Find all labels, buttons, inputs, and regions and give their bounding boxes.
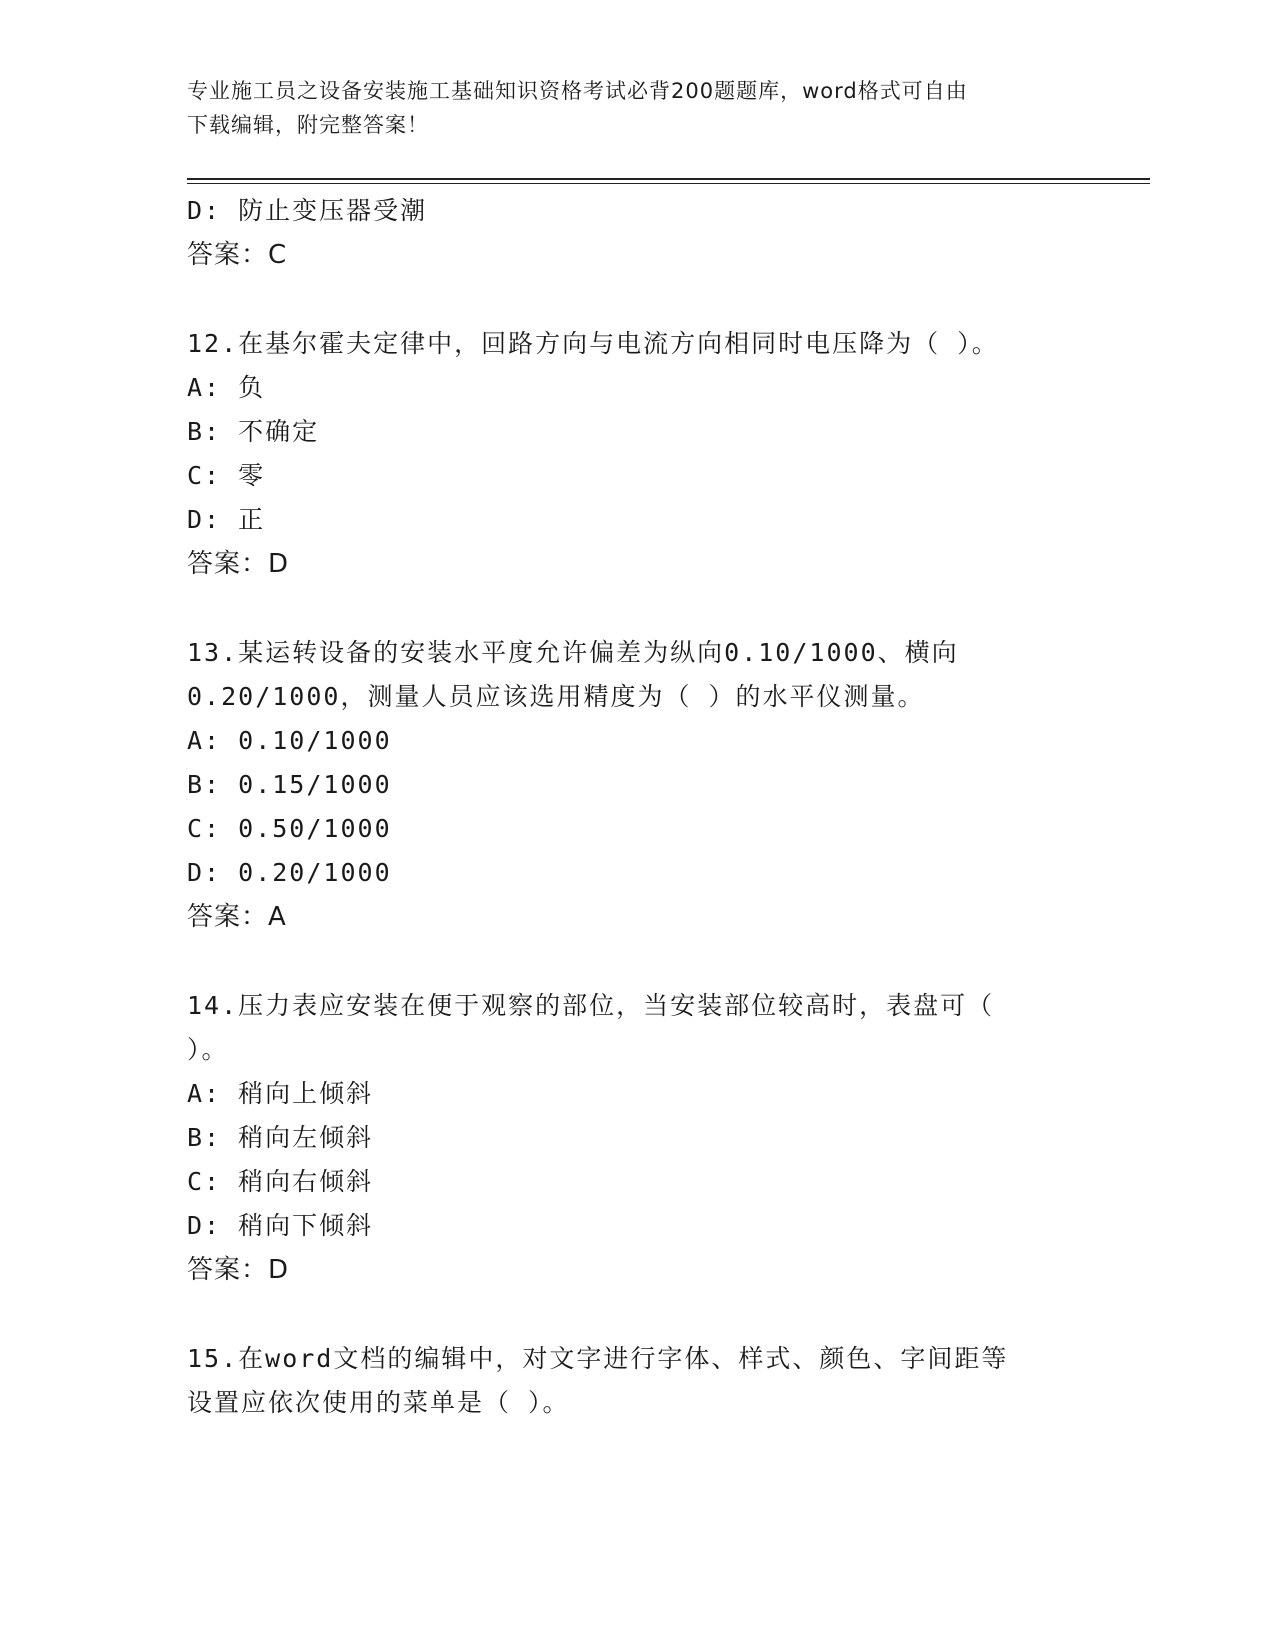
q12-option-a: A: 负	[187, 373, 266, 402]
q12-option-b: B: 不确定	[187, 417, 320, 446]
q14-option-a: A: 稍向上倾斜	[187, 1079, 374, 1108]
q13-option-b: B: 0.15/1000	[187, 770, 392, 799]
q12-option-c: C: 零	[187, 461, 266, 490]
q13-option-d: D: 0.20/1000	[187, 858, 392, 887]
q13-option-c: C: 0.50/1000	[187, 814, 392, 843]
q12-option-d: D: 正	[187, 505, 266, 534]
header-divider-thick	[187, 178, 1150, 180]
q15-stem-line1: 15.在word文档的编辑中，对文字进行字体、样式、颜色、字间距等	[187, 1344, 1009, 1373]
prev-option-d: D: 防止变压器受潮	[187, 196, 428, 225]
q14-stem-line1: 14.压力表应安装在便于观察的部位，当安装部位较高时，表盘可（	[187, 991, 995, 1020]
document-header	[187, 74, 1067, 142]
q12-answer: 答案：D	[187, 549, 290, 579]
q15-stem-line2: 设置应依次使用的菜单是（ ）。	[187, 1388, 570, 1417]
q13-answer: 答案：A	[187, 902, 287, 932]
q14-option-c: C: 稍向右倾斜	[187, 1167, 374, 1196]
header-title-line1: 专业施工员之设备安装施工基础知识资格考试必背200题题库，word格式可自由	[187, 79, 968, 103]
q14-option-b: B: 稍向左倾斜	[187, 1123, 374, 1152]
q14-stem-line2: ）。	[187, 1035, 229, 1064]
q13-option-a: A: 0.10/1000	[187, 726, 392, 755]
q13-stem-line2: 0.20/1000，测量人员应该选用精度为（ ）的水平仪测量。	[187, 682, 925, 711]
q12-stem: 12.在基尔霍夫定律中，回路方向与电流方向相同时电压降为（ ）。	[187, 329, 999, 358]
q14-answer: 答案：D	[187, 1255, 290, 1285]
q14-option-d: D: 稍向下倾斜	[187, 1211, 374, 1240]
header-divider-thin	[187, 183, 1150, 184]
header-title-line2: 下载编辑，附完整答案！	[187, 113, 429, 137]
q13-stem-line1: 13.某运转设备的安装水平度允许偏差为纵向0.10/1000、横向	[187, 638, 959, 667]
prev-answer: 答案：C	[187, 240, 288, 270]
